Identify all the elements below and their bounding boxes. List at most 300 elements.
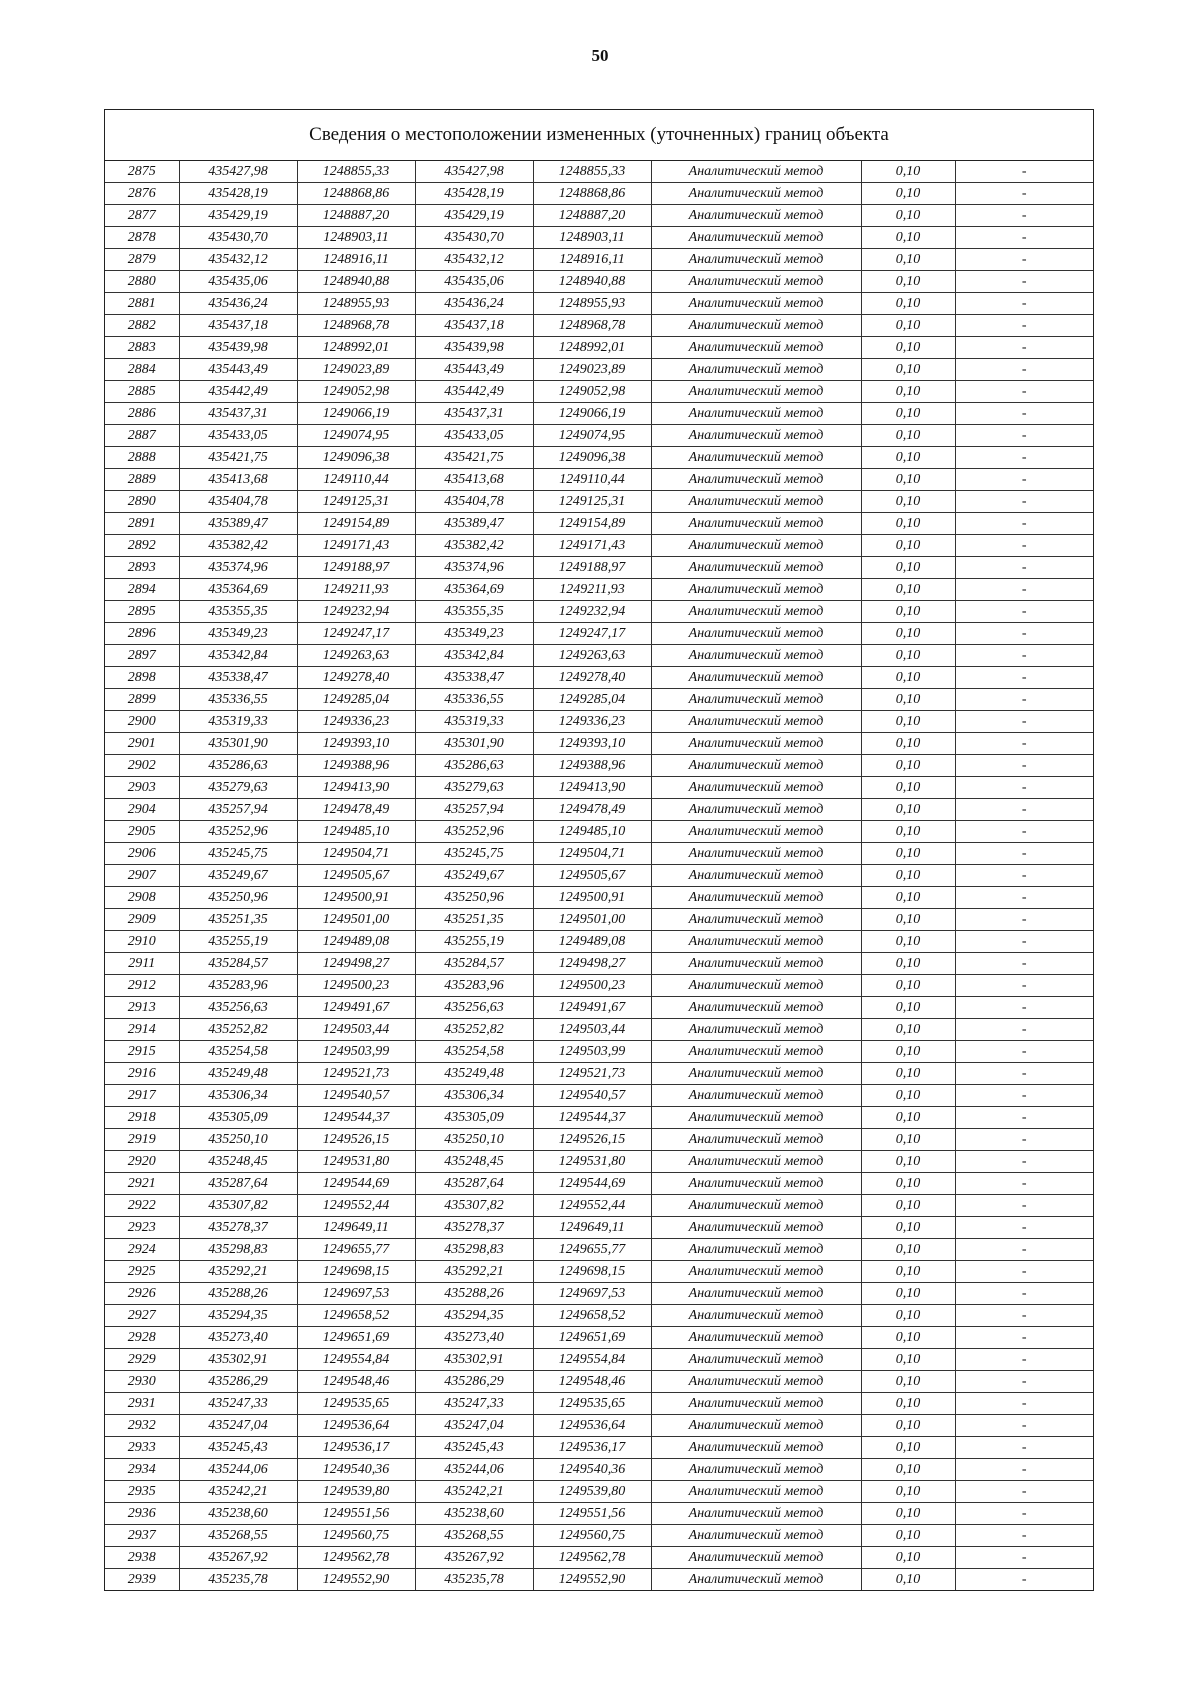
point-description-cell: - xyxy=(955,1261,1093,1283)
point-description-cell: - xyxy=(955,777,1093,799)
table-row xyxy=(105,315,1093,337)
accuracy-cell: 0,10 xyxy=(861,1327,955,1349)
accuracy-cell: 0,10 xyxy=(861,1217,955,1239)
point-number-cell: 2890 xyxy=(105,491,179,513)
table-row xyxy=(105,733,1093,755)
x-new-cell: 435284,57 xyxy=(415,953,533,975)
point-description-cell: - xyxy=(955,403,1093,425)
x-existing-cell: 435430,70 xyxy=(179,227,297,249)
y-existing-cell: 1249544,37 xyxy=(297,1107,415,1129)
table-row xyxy=(105,1569,1093,1591)
table-row xyxy=(105,1481,1093,1503)
determination-method-cell: Аналитический метод xyxy=(651,1547,861,1569)
x-new-cell: 435283,96 xyxy=(415,975,533,997)
y-existing-cell: 1248992,01 xyxy=(297,337,415,359)
y-new-cell: 1249658,52 xyxy=(533,1305,651,1327)
x-new-cell: 435247,04 xyxy=(415,1415,533,1437)
point-number-cell: 2916 xyxy=(105,1063,179,1085)
y-existing-cell: 1249413,90 xyxy=(297,777,415,799)
table-row xyxy=(105,887,1093,909)
determination-method-cell: Аналитический метод xyxy=(651,359,861,381)
x-existing-cell: 435284,57 xyxy=(179,953,297,975)
table-row xyxy=(105,579,1093,601)
y-existing-cell: 1249698,15 xyxy=(297,1261,415,1283)
x-existing-cell: 435286,29 xyxy=(179,1371,297,1393)
x-existing-cell: 435439,98 xyxy=(179,337,297,359)
y-new-cell: 1248968,78 xyxy=(533,315,651,337)
y-existing-cell: 1249489,08 xyxy=(297,931,415,953)
x-new-cell: 435255,19 xyxy=(415,931,533,953)
accuracy-cell: 0,10 xyxy=(861,689,955,711)
determination-method-cell: Аналитический метод xyxy=(651,1525,861,1547)
table-row xyxy=(105,711,1093,733)
point-description-cell: - xyxy=(955,1041,1093,1063)
x-existing-cell: 435247,04 xyxy=(179,1415,297,1437)
x-new-cell: 435286,29 xyxy=(415,1371,533,1393)
point-number-cell: 2925 xyxy=(105,1261,179,1283)
point-number-cell: 2913 xyxy=(105,997,179,1019)
y-existing-cell: 1249504,71 xyxy=(297,843,415,865)
x-existing-cell: 435306,34 xyxy=(179,1085,297,1107)
point-number-cell: 2909 xyxy=(105,909,179,931)
accuracy-cell: 0,10 xyxy=(861,777,955,799)
x-existing-cell: 435252,82 xyxy=(179,1019,297,1041)
table-row xyxy=(105,931,1093,953)
determination-method-cell: Аналитический метод xyxy=(651,1085,861,1107)
x-existing-cell: 435267,92 xyxy=(179,1547,297,1569)
accuracy-cell: 0,10 xyxy=(861,1239,955,1261)
determination-method-cell: Аналитический метод xyxy=(651,1437,861,1459)
determination-method-cell: Аналитический метод xyxy=(651,1481,861,1503)
y-existing-cell: 1249503,44 xyxy=(297,1019,415,1041)
x-new-cell: 435336,55 xyxy=(415,689,533,711)
y-new-cell: 1249551,56 xyxy=(533,1503,651,1525)
x-existing-cell: 435364,69 xyxy=(179,579,297,601)
y-existing-cell: 1249544,69 xyxy=(297,1173,415,1195)
accuracy-cell: 0,10 xyxy=(861,183,955,205)
y-existing-cell: 1249548,46 xyxy=(297,1371,415,1393)
x-existing-cell: 435283,96 xyxy=(179,975,297,997)
accuracy-cell: 0,10 xyxy=(861,293,955,315)
x-new-cell: 435245,43 xyxy=(415,1437,533,1459)
y-new-cell: 1249535,65 xyxy=(533,1393,651,1415)
y-new-cell: 1249544,37 xyxy=(533,1107,651,1129)
table-row xyxy=(105,161,1093,183)
y-new-cell: 1248903,11 xyxy=(533,227,651,249)
x-new-cell: 435252,96 xyxy=(415,821,533,843)
point-description-cell: - xyxy=(955,249,1093,271)
y-existing-cell: 1249649,11 xyxy=(297,1217,415,1239)
point-description-cell: - xyxy=(955,821,1093,843)
point-number-cell: 2891 xyxy=(105,513,179,535)
x-existing-cell: 435427,98 xyxy=(179,161,297,183)
x-new-cell: 435342,84 xyxy=(415,645,533,667)
table-row xyxy=(105,1063,1093,1085)
y-existing-cell: 1249247,17 xyxy=(297,623,415,645)
point-description-cell: - xyxy=(955,205,1093,227)
x-existing-cell: 435250,96 xyxy=(179,887,297,909)
y-new-cell: 1249478,49 xyxy=(533,799,651,821)
table-row xyxy=(105,623,1093,645)
point-number-cell: 2930 xyxy=(105,1371,179,1393)
y-existing-cell: 1248940,88 xyxy=(297,271,415,293)
y-existing-cell: 1249500,23 xyxy=(297,975,415,997)
y-new-cell: 1249285,04 xyxy=(533,689,651,711)
accuracy-cell: 0,10 xyxy=(861,425,955,447)
page-number: 50 xyxy=(591,46,609,65)
table-row xyxy=(105,249,1093,271)
point-description-cell: - xyxy=(955,1107,1093,1129)
point-description-cell: - xyxy=(955,799,1093,821)
determination-method-cell: Аналитический метод xyxy=(651,1371,861,1393)
point-description-cell: - xyxy=(955,1283,1093,1305)
y-existing-cell: 1249551,56 xyxy=(297,1503,415,1525)
point-description-cell: - xyxy=(955,1085,1093,1107)
point-number-cell: 2931 xyxy=(105,1393,179,1415)
y-existing-cell: 1249651,69 xyxy=(297,1327,415,1349)
x-existing-cell: 435302,91 xyxy=(179,1349,297,1371)
point-number-cell: 2877 xyxy=(105,205,179,227)
determination-method-cell: Аналитический метод xyxy=(651,447,861,469)
point-number-cell: 2908 xyxy=(105,887,179,909)
determination-method-cell: Аналитический метод xyxy=(651,227,861,249)
x-new-cell: 435286,63 xyxy=(415,755,533,777)
x-new-cell: 435436,24 xyxy=(415,293,533,315)
point-number-cell: 2881 xyxy=(105,293,179,315)
x-existing-cell: 435279,63 xyxy=(179,777,297,799)
x-existing-cell: 435245,75 xyxy=(179,843,297,865)
determination-method-cell: Аналитический метод xyxy=(651,1019,861,1041)
table-row xyxy=(105,1459,1093,1481)
table-row xyxy=(105,1503,1093,1525)
y-new-cell: 1249536,64 xyxy=(533,1415,651,1437)
y-existing-cell: 1249188,97 xyxy=(297,557,415,579)
y-existing-cell: 1249285,04 xyxy=(297,689,415,711)
coordinates-table xyxy=(105,161,1093,1590)
y-new-cell: 1249096,38 xyxy=(533,447,651,469)
y-existing-cell: 1249560,75 xyxy=(297,1525,415,1547)
y-new-cell: 1249649,11 xyxy=(533,1217,651,1239)
determination-method-cell: Аналитический метод xyxy=(651,161,861,183)
y-existing-cell: 1249096,38 xyxy=(297,447,415,469)
x-new-cell: 435364,69 xyxy=(415,579,533,601)
y-new-cell: 1249211,93 xyxy=(533,579,651,601)
point-number-cell: 2905 xyxy=(105,821,179,843)
y-existing-cell: 1249171,43 xyxy=(297,535,415,557)
table-row xyxy=(105,667,1093,689)
y-new-cell: 1249501,00 xyxy=(533,909,651,931)
x-existing-cell: 435319,33 xyxy=(179,711,297,733)
x-existing-cell: 435286,63 xyxy=(179,755,297,777)
point-description-cell: - xyxy=(955,1371,1093,1393)
determination-method-cell: Аналитический метод xyxy=(651,271,861,293)
point-number-cell: 2927 xyxy=(105,1305,179,1327)
point-number-cell: 2907 xyxy=(105,865,179,887)
point-number-cell: 2887 xyxy=(105,425,179,447)
y-existing-cell: 1249552,90 xyxy=(297,1569,415,1591)
point-description-cell: - xyxy=(955,1459,1093,1481)
point-number-cell: 2882 xyxy=(105,315,179,337)
table-row xyxy=(105,447,1093,469)
accuracy-cell: 0,10 xyxy=(861,1525,955,1547)
y-new-cell: 1249539,80 xyxy=(533,1481,651,1503)
table-row xyxy=(105,1415,1093,1437)
x-new-cell: 435301,90 xyxy=(415,733,533,755)
y-new-cell: 1249500,91 xyxy=(533,887,651,909)
y-existing-cell: 1249539,80 xyxy=(297,1481,415,1503)
y-existing-cell: 1248903,11 xyxy=(297,227,415,249)
accuracy-cell: 0,10 xyxy=(861,337,955,359)
y-existing-cell: 1249023,89 xyxy=(297,359,415,381)
point-description-cell: - xyxy=(955,1173,1093,1195)
accuracy-cell: 0,10 xyxy=(861,1085,955,1107)
determination-method-cell: Аналитический метод xyxy=(651,315,861,337)
y-new-cell: 1249023,89 xyxy=(533,359,651,381)
y-existing-cell: 1249232,94 xyxy=(297,601,415,623)
y-existing-cell: 1248868,86 xyxy=(297,183,415,205)
point-number-cell: 2935 xyxy=(105,1481,179,1503)
y-existing-cell: 1249536,64 xyxy=(297,1415,415,1437)
point-number-cell: 2924 xyxy=(105,1239,179,1261)
determination-method-cell: Аналитический метод xyxy=(651,425,861,447)
x-new-cell: 435287,64 xyxy=(415,1173,533,1195)
y-existing-cell: 1248887,20 xyxy=(297,205,415,227)
table-row xyxy=(105,271,1093,293)
y-existing-cell: 1249485,10 xyxy=(297,821,415,843)
y-new-cell: 1249263,63 xyxy=(533,645,651,667)
point-number-cell: 2937 xyxy=(105,1525,179,1547)
point-description-cell: - xyxy=(955,601,1093,623)
y-existing-cell: 1249491,67 xyxy=(297,997,415,1019)
y-existing-cell: 1249125,31 xyxy=(297,491,415,513)
x-existing-cell: 435273,40 xyxy=(179,1327,297,1349)
point-number-cell: 2928 xyxy=(105,1327,179,1349)
determination-method-cell: Аналитический метод xyxy=(651,755,861,777)
x-new-cell: 435413,68 xyxy=(415,469,533,491)
x-new-cell: 435442,49 xyxy=(415,381,533,403)
x-new-cell: 435235,78 xyxy=(415,1569,533,1591)
table-row xyxy=(105,843,1093,865)
x-existing-cell: 435435,06 xyxy=(179,271,297,293)
point-description-cell: - xyxy=(955,667,1093,689)
accuracy-cell: 0,10 xyxy=(861,1481,955,1503)
point-description-cell: - xyxy=(955,1393,1093,1415)
x-new-cell: 435421,75 xyxy=(415,447,533,469)
point-description-cell: - xyxy=(955,513,1093,535)
y-new-cell: 1249232,94 xyxy=(533,601,651,623)
point-description-cell: - xyxy=(955,271,1093,293)
point-description-cell: - xyxy=(955,1349,1093,1371)
determination-method-cell: Аналитический метод xyxy=(651,1415,861,1437)
y-existing-cell: 1249478,49 xyxy=(297,799,415,821)
point-number-cell: 2898 xyxy=(105,667,179,689)
y-new-cell: 1249552,44 xyxy=(533,1195,651,1217)
x-new-cell: 435439,98 xyxy=(415,337,533,359)
point-description-cell: - xyxy=(955,579,1093,601)
y-new-cell: 1249544,69 xyxy=(533,1173,651,1195)
x-existing-cell: 435421,75 xyxy=(179,447,297,469)
y-existing-cell: 1248968,78 xyxy=(297,315,415,337)
point-number-cell: 2915 xyxy=(105,1041,179,1063)
y-new-cell: 1249413,90 xyxy=(533,777,651,799)
x-existing-cell: 435355,35 xyxy=(179,601,297,623)
x-existing-cell: 435244,06 xyxy=(179,1459,297,1481)
x-existing-cell: 435336,55 xyxy=(179,689,297,711)
x-existing-cell: 435404,78 xyxy=(179,491,297,513)
x-existing-cell: 435389,47 xyxy=(179,513,297,535)
determination-method-cell: Аналитический метод xyxy=(651,1217,861,1239)
determination-method-cell: Аналитический метод xyxy=(651,1173,861,1195)
y-existing-cell: 1249552,44 xyxy=(297,1195,415,1217)
x-new-cell: 435288,26 xyxy=(415,1283,533,1305)
y-new-cell: 1249505,67 xyxy=(533,865,651,887)
table-row xyxy=(105,909,1093,931)
table-row xyxy=(105,469,1093,491)
point-description-cell: - xyxy=(955,953,1093,975)
table-row xyxy=(105,1239,1093,1261)
table-row xyxy=(105,953,1093,975)
point-number-cell: 2926 xyxy=(105,1283,179,1305)
determination-method-cell: Аналитический метод xyxy=(651,1195,861,1217)
y-new-cell: 1249503,99 xyxy=(533,1041,651,1063)
table-row xyxy=(105,205,1093,227)
y-existing-cell: 1249540,36 xyxy=(297,1459,415,1481)
x-existing-cell: 435428,19 xyxy=(179,183,297,205)
x-existing-cell: 435442,49 xyxy=(179,381,297,403)
table-row xyxy=(105,1151,1093,1173)
point-description-cell: - xyxy=(955,161,1093,183)
accuracy-cell: 0,10 xyxy=(861,1107,955,1129)
point-description-cell: - xyxy=(955,293,1093,315)
point-description-cell: - xyxy=(955,381,1093,403)
accuracy-cell: 0,10 xyxy=(861,447,955,469)
point-description-cell: - xyxy=(955,1481,1093,1503)
x-existing-cell: 435342,84 xyxy=(179,645,297,667)
determination-method-cell: Аналитический метод xyxy=(651,1349,861,1371)
y-new-cell: 1248868,86 xyxy=(533,183,651,205)
determination-method-cell: Аналитический метод xyxy=(651,865,861,887)
point-number-cell: 2938 xyxy=(105,1547,179,1569)
x-new-cell: 435307,82 xyxy=(415,1195,533,1217)
y-existing-cell: 1249697,53 xyxy=(297,1283,415,1305)
table-row xyxy=(105,997,1093,1019)
x-new-cell: 435256,63 xyxy=(415,997,533,1019)
x-existing-cell: 435382,42 xyxy=(179,535,297,557)
accuracy-cell: 0,10 xyxy=(861,1261,955,1283)
accuracy-cell: 0,10 xyxy=(861,997,955,1019)
y-new-cell: 1249247,17 xyxy=(533,623,651,645)
x-new-cell: 435302,91 xyxy=(415,1349,533,1371)
y-existing-cell: 1249388,96 xyxy=(297,755,415,777)
y-new-cell: 1249278,40 xyxy=(533,667,651,689)
y-existing-cell: 1249154,89 xyxy=(297,513,415,535)
determination-method-cell: Аналитический метод xyxy=(651,557,861,579)
y-new-cell: 1249485,10 xyxy=(533,821,651,843)
point-description-cell: - xyxy=(955,1129,1093,1151)
accuracy-cell: 0,10 xyxy=(861,381,955,403)
point-number-cell: 2911 xyxy=(105,953,179,975)
x-new-cell: 435437,31 xyxy=(415,403,533,425)
x-existing-cell: 435301,90 xyxy=(179,733,297,755)
point-description-cell: - xyxy=(955,447,1093,469)
accuracy-cell: 0,10 xyxy=(861,205,955,227)
y-existing-cell: 1249554,84 xyxy=(297,1349,415,1371)
x-existing-cell: 435437,18 xyxy=(179,315,297,337)
y-new-cell: 1249526,15 xyxy=(533,1129,651,1151)
accuracy-cell: 0,10 xyxy=(861,1173,955,1195)
point-description-cell: - xyxy=(955,1239,1093,1261)
determination-method-cell: Аналитический метод xyxy=(651,337,861,359)
x-existing-cell: 435443,49 xyxy=(179,359,297,381)
coordinates-table-body xyxy=(105,161,1093,1590)
y-existing-cell: 1249540,57 xyxy=(297,1085,415,1107)
x-existing-cell: 435305,09 xyxy=(179,1107,297,1129)
accuracy-cell: 0,10 xyxy=(861,557,955,579)
point-number-cell: 2939 xyxy=(105,1569,179,1591)
x-new-cell: 435433,05 xyxy=(415,425,533,447)
table-row xyxy=(105,403,1093,425)
x-existing-cell: 435252,96 xyxy=(179,821,297,843)
point-description-cell: - xyxy=(955,887,1093,909)
x-new-cell: 435319,33 xyxy=(415,711,533,733)
point-number-cell: 2919 xyxy=(105,1129,179,1151)
point-description-cell: - xyxy=(955,1547,1093,1569)
x-new-cell: 435404,78 xyxy=(415,491,533,513)
y-new-cell: 1249498,27 xyxy=(533,953,651,975)
accuracy-cell: 0,10 xyxy=(861,1371,955,1393)
x-existing-cell: 435254,58 xyxy=(179,1041,297,1063)
y-new-cell: 1249552,90 xyxy=(533,1569,651,1591)
determination-method-cell: Аналитический метод xyxy=(651,645,861,667)
table-row xyxy=(105,183,1093,205)
y-existing-cell: 1249562,78 xyxy=(297,1547,415,1569)
point-number-cell: 2876 xyxy=(105,183,179,205)
x-existing-cell: 435338,47 xyxy=(179,667,297,689)
accuracy-cell: 0,10 xyxy=(861,491,955,513)
point-number-cell: 2883 xyxy=(105,337,179,359)
x-new-cell: 435238,60 xyxy=(415,1503,533,1525)
y-new-cell: 1248855,33 xyxy=(533,161,651,183)
accuracy-cell: 0,10 xyxy=(861,227,955,249)
x-new-cell: 435245,75 xyxy=(415,843,533,865)
y-new-cell: 1249052,98 xyxy=(533,381,651,403)
point-number-cell: 2936 xyxy=(105,1503,179,1525)
table-row xyxy=(105,1129,1093,1151)
point-description-cell: - xyxy=(955,1151,1093,1173)
point-number-cell: 2910 xyxy=(105,931,179,953)
determination-method-cell: Аналитический метод xyxy=(651,1129,861,1151)
accuracy-cell: 0,10 xyxy=(861,579,955,601)
x-new-cell: 435268,55 xyxy=(415,1525,533,1547)
point-number-cell: 2917 xyxy=(105,1085,179,1107)
x-existing-cell: 435429,19 xyxy=(179,205,297,227)
y-new-cell: 1249110,44 xyxy=(533,469,651,491)
x-new-cell: 435349,23 xyxy=(415,623,533,645)
x-existing-cell: 435248,45 xyxy=(179,1151,297,1173)
point-description-cell: - xyxy=(955,1415,1093,1437)
determination-method-cell: Аналитический метод xyxy=(651,1459,861,1481)
table-row xyxy=(105,975,1093,997)
point-number-cell: 2889 xyxy=(105,469,179,491)
accuracy-cell: 0,10 xyxy=(861,601,955,623)
point-number-cell: 2899 xyxy=(105,689,179,711)
determination-method-cell: Аналитический метод xyxy=(651,1305,861,1327)
y-new-cell: 1249500,23 xyxy=(533,975,651,997)
x-existing-cell: 435257,94 xyxy=(179,799,297,821)
point-number-cell: 2922 xyxy=(105,1195,179,1217)
point-number-cell: 2904 xyxy=(105,799,179,821)
accuracy-cell: 0,10 xyxy=(861,469,955,491)
